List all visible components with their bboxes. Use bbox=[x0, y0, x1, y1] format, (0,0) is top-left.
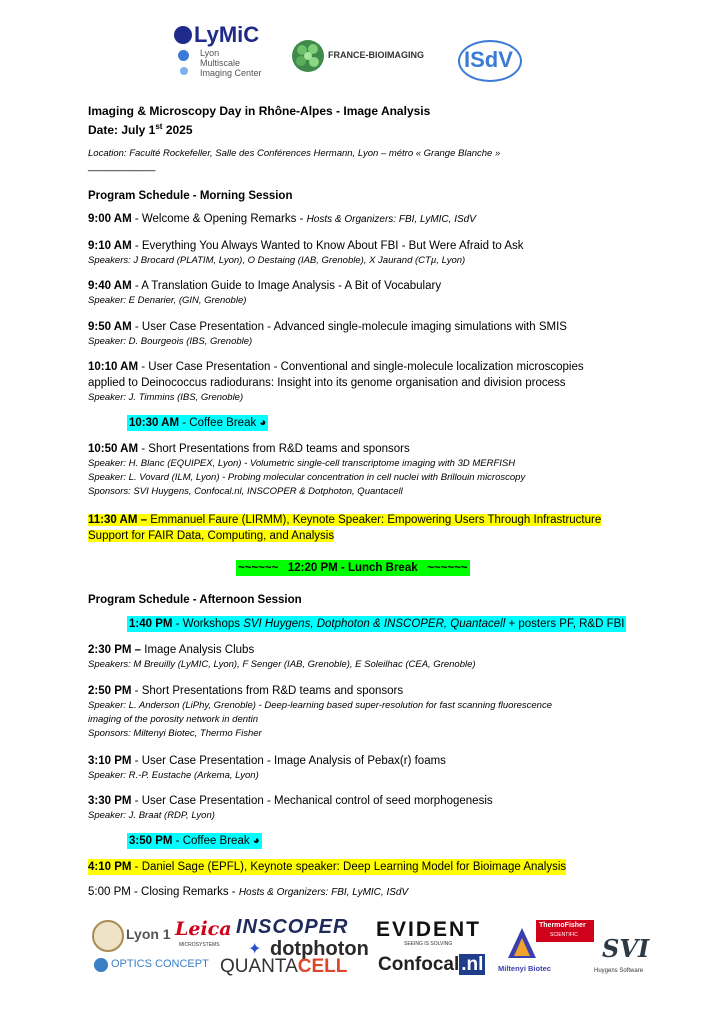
item-text: - User Case Presentation - Conventional and single-molecule localization microscopies bbox=[138, 361, 584, 373]
item-text: - User Case Presentation - Mechanical control of seed morphogenesis bbox=[131, 795, 493, 807]
item-0950 bbox=[88, 319, 567, 335]
item-time: 3:10 PM bbox=[88, 755, 132, 767]
coffee-break-morning bbox=[127, 415, 268, 431]
quantacell-part1: QUANTA bbox=[220, 956, 298, 977]
inscoper-logo: INSCOPER bbox=[236, 916, 349, 938]
item-1050-sub1: Speaker: H. Blanc (EQUIPEX, Lyon) - Volumetric single-cell transcriptome imaging with 3D MERFISH bbox=[88, 458, 516, 469]
item-1050-sub2: Speaker: L. Vovard (ILM, Lyon) - Probing molecular concentration in cell nuclei with Brillouin microscopy bbox=[88, 472, 526, 483]
optics-concept-name: OPTICS CONCEPT bbox=[111, 958, 209, 970]
thermofisher-name: ThermoFisher bbox=[539, 922, 586, 929]
event-date-suffix: 2025 bbox=[162, 123, 193, 137]
leica-logo bbox=[175, 918, 235, 952]
item-0910-speakers: Speakers: J Brocard (PLATIM, Lyon), O Destaing (IAB, Grenoble), X Jaurand (CTµ, Lyon) bbox=[88, 255, 466, 266]
miltenyi-triangle-icon bbox=[506, 926, 538, 960]
item-text: - User Case Presentation - Image Analysis of Pebax(r) foams bbox=[131, 755, 446, 767]
item-0940 bbox=[88, 278, 441, 294]
closing-remarks bbox=[88, 884, 408, 901]
item-time: 10:30 AM bbox=[129, 417, 180, 429]
event-title: Imaging & Microscopy Day in Rhône-Alpes - Image Analysis bbox=[88, 104, 431, 118]
coffee-icon: ◕ bbox=[259, 417, 267, 429]
item-text: - Welcome & Opening Remarks - bbox=[131, 213, 307, 225]
keynote-line1: Emmanuel Faure (LIRMM), Keynote Speaker: Empowering Users Through Infrastructure bbox=[147, 514, 602, 526]
evident-name: EVIDENT bbox=[376, 918, 482, 941]
item-time: 9:50 AM bbox=[88, 321, 132, 333]
item-text: Image Analysis Clubs bbox=[141, 644, 255, 656]
svi-mark: SVI bbox=[602, 934, 650, 963]
item-text: - Short Presentations from R&D teams and sponsors bbox=[131, 685, 404, 697]
item-1530-speakers: Speaker: J. Braat (RDP, Lyon) bbox=[88, 810, 215, 821]
item-1050-sub3: Sponsors: SVI Huygens, Confocal.nl, INSCOPER & Dotphoton, Quantacell bbox=[88, 486, 403, 497]
keynote-morning bbox=[88, 512, 628, 544]
item-0900 bbox=[88, 211, 476, 228]
item-italic: SVI Huygens, Dotphoton & INSCOPER, Quantacell bbox=[243, 618, 506, 630]
item-1430 bbox=[88, 642, 254, 658]
lymic-dot-large bbox=[174, 26, 192, 44]
item-text: - Coffee Break bbox=[172, 835, 253, 847]
miltenyi-name: Miltenyi Biotec bbox=[498, 964, 551, 973]
item-1510-speakers: Speaker: R.-P. Eustache (Arkema, Lyon) bbox=[88, 770, 259, 781]
item-text: - Workshops bbox=[172, 618, 244, 630]
miltenyi-logo bbox=[488, 926, 568, 976]
event-date-prefix: Date: July 1 bbox=[88, 123, 156, 137]
item-1050 bbox=[88, 441, 410, 457]
item-1450-sub1: Speaker: L. Anderson (LiPhy, Grenoble) - Deep-learning based super-resolution for fast scanning fluorescence bbox=[88, 700, 553, 711]
item-time: 9:40 AM bbox=[88, 280, 132, 292]
event-separator: ___________ bbox=[88, 160, 156, 172]
lymic-line3: Imaging Center bbox=[200, 68, 262, 78]
leica-name: Leica bbox=[175, 918, 232, 940]
item-time: 10:50 AM bbox=[88, 443, 139, 455]
item-time: 10:10 AM bbox=[88, 361, 139, 373]
keynote-line2: Support for FAIR Data, Computing, and Analysis bbox=[88, 530, 335, 542]
item-1510 bbox=[88, 753, 446, 769]
fbi-name: FRANCE-BIOIMAGING bbox=[328, 50, 424, 60]
item-extra: Hosts & Organizers: FBI, LyMIC, ISdV bbox=[306, 214, 476, 225]
item-text: - Coffee Break bbox=[179, 417, 260, 429]
dotphoton-icon: ✦ bbox=[248, 941, 262, 958]
coffee-icon: ◕ bbox=[252, 835, 260, 847]
lymic-dot-mid bbox=[178, 50, 189, 61]
svi-logo bbox=[592, 934, 652, 980]
optics-concept-logo bbox=[94, 956, 224, 978]
afternoon-heading: Program Schedule - Afternoon Session bbox=[88, 594, 302, 606]
item-1430-speakers: Speakers: M Breuilly (LyMIC, Lyon), F Senger (IAB, Grenoble), E Soleilhac (CEA, Grenoble) bbox=[88, 659, 476, 670]
item-text2: + posters PF, R&D FBI bbox=[505, 618, 625, 630]
isdv-logo bbox=[458, 40, 528, 80]
lymic-name: LyMiC bbox=[194, 22, 260, 47]
item-time: 11:30 AM – bbox=[88, 514, 148, 526]
event-location: Location: Faculté Rockefeller, Salle des Conférences Hermann, Lyon – métro « Grange Blanche » bbox=[88, 148, 501, 159]
item-extra: Hosts & Organizers: FBI, LyMIC, ISdV bbox=[238, 887, 409, 898]
fbi-logo bbox=[290, 38, 430, 74]
item-time: 1:40 PM bbox=[129, 618, 173, 630]
item-time: 3:30 PM bbox=[88, 795, 132, 807]
fbi-cells-icon bbox=[290, 38, 326, 74]
item-0950-speakers: Speaker: D. Bourgeois (IBS, Grenoble) bbox=[88, 336, 253, 347]
item-text: - A Translation Guide to Image Analysis - A Bit of Vocabulary bbox=[131, 280, 442, 292]
lymic-logo bbox=[170, 22, 280, 84]
morning-heading: Program Schedule - Morning Session bbox=[88, 190, 293, 202]
item-time: 2:30 PM – bbox=[88, 644, 142, 656]
item-1450-sub2: imaging of the porosity network in dentin bbox=[88, 714, 259, 725]
item-1010-speakers: Speaker: J. Timmins (IBS, Grenoble) bbox=[88, 392, 244, 403]
optics-concept-icon bbox=[94, 958, 108, 972]
workshops bbox=[127, 616, 626, 632]
item-time: 2:50 PM bbox=[88, 685, 132, 697]
leica-sub: MICROSYSTEMS bbox=[179, 942, 220, 948]
coffee-break-afternoon bbox=[127, 833, 262, 849]
lyon1-emblem bbox=[92, 920, 124, 952]
item-time: 9:10 AM bbox=[88, 240, 132, 252]
item-1010 bbox=[88, 359, 584, 375]
item-1010-line2: applied to Deinococcus radiodurans: Insight into its genome organisation and division process bbox=[88, 377, 566, 389]
event-date-sup: st bbox=[155, 122, 163, 131]
isdv-name: ISdV bbox=[464, 47, 513, 72]
item-text: - Everything You Always Wanted to Know About FBI - But Were Afraid to Ask bbox=[131, 240, 524, 252]
item-time: 4:10 PM bbox=[88, 861, 132, 873]
item-text: - Daniel Sage (EPFL), Keynote speaker: Deep Learning Model for Bioimage Analysis bbox=[131, 861, 567, 873]
item-text: 5:00 PM - Closing Remarks - bbox=[88, 886, 239, 898]
item-1450-sub3: Sponsors: Miltenyi Biotec, Thermo Fisher bbox=[88, 728, 262, 739]
confocal-part2: .nl bbox=[461, 954, 484, 975]
item-text: - Short Presentations from R&D teams and sponsors bbox=[138, 443, 410, 455]
quantacell-part2: CELL bbox=[297, 956, 348, 977]
keynote-afternoon bbox=[88, 859, 566, 875]
item-1530 bbox=[88, 793, 493, 809]
dotphoton-name: dotphoton bbox=[270, 938, 369, 960]
evident-sub: SEEING IS SOLVING bbox=[404, 941, 453, 947]
lyon1-logo bbox=[92, 918, 174, 952]
confocal-logo bbox=[378, 954, 485, 976]
confocal-part1: Confocal bbox=[378, 954, 460, 975]
item-1450 bbox=[88, 683, 403, 699]
event-date bbox=[88, 119, 193, 138]
item-time: 9:00 AM bbox=[88, 213, 132, 225]
lunch-break: ~~~~~~ 12:20 PM - Lunch Break ~~~~~~ bbox=[238, 562, 468, 574]
quantacell-logo bbox=[220, 956, 347, 978]
item-0940-speakers: Speaker: E Denarier, (GIN, Grenoble) bbox=[88, 295, 247, 306]
item-text: - User Case Presentation - Advanced single-molecule imaging simulations with SMIS bbox=[131, 321, 567, 333]
lymic-dot-small bbox=[180, 67, 188, 75]
item-time: 3:50 PM bbox=[129, 835, 173, 847]
lymic-line2: Multiscale bbox=[200, 58, 241, 68]
evident-logo bbox=[376, 918, 498, 948]
thermofisher-sub: SCIENTIFIC bbox=[550, 932, 578, 938]
svi-name: Huygens Software bbox=[594, 968, 644, 974]
item-0910 bbox=[88, 238, 524, 254]
lyon1-name: Lyon 1 bbox=[126, 926, 171, 942]
lymic-line1: Lyon bbox=[200, 48, 220, 58]
